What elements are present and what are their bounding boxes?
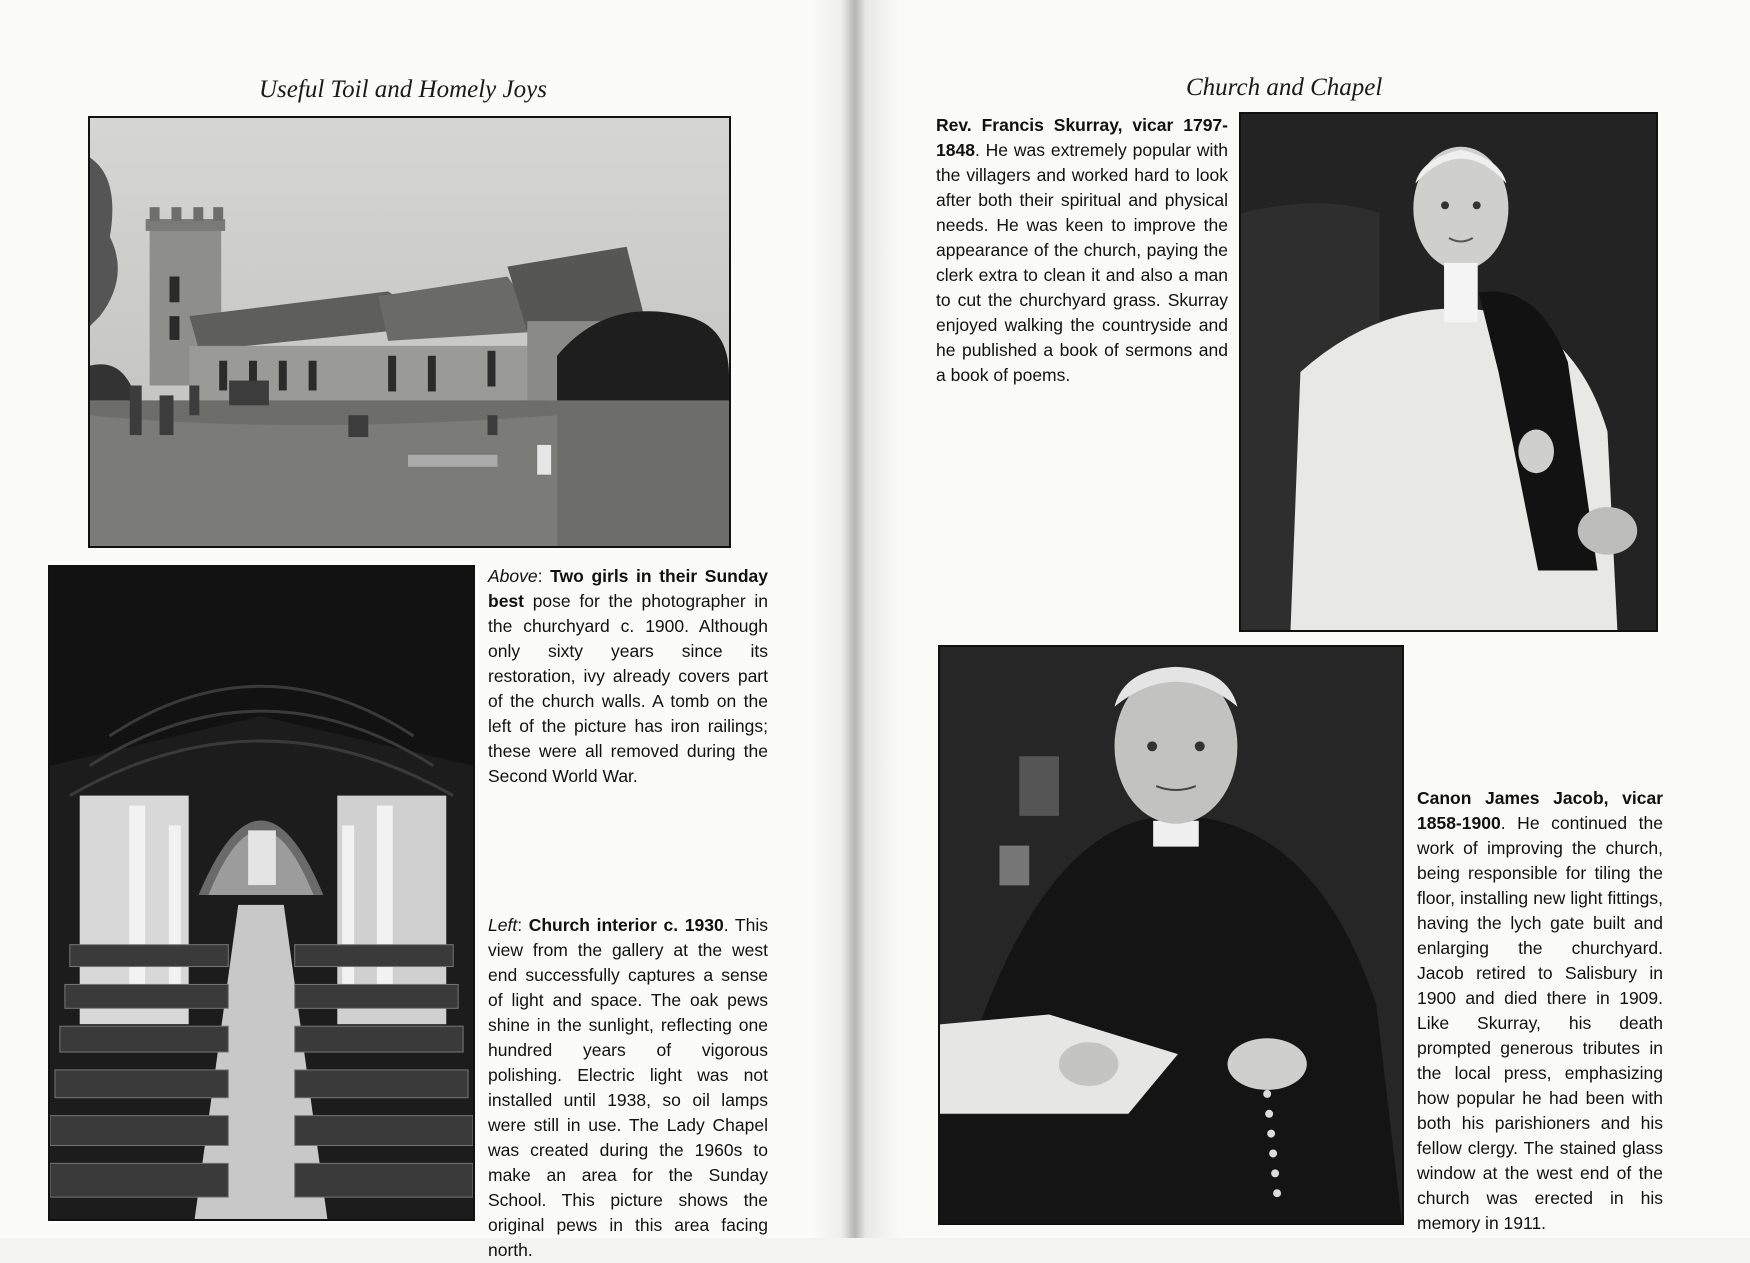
caption-skurray-text: . He was extremely popular with the villagers and worked hard to look after both their spiritual and physical needs. He was keen to improve the appearance of the church, paying the clerk extra to clean it and also a man to cut the churchyard grass. Skurray enjoyed walking the countryside and he published a book of sermons and a book of poems. — [936, 140, 1228, 385]
caption-left-bold: Church interior c. 1930 — [528, 915, 724, 935]
left-running-head: Useful Toil and Homely Joys — [259, 76, 547, 103]
caption-jacob-text: . He continued the work of improving the church, being responsible for tiling the floor, installing new light fittings, having the lych gate built and enlarging the churchyard. Jacob retired to Salisbury in 1900 and died there in 1909. Like Skurray, his death prompted generous tributes in the local press, emphasizing how popular he had been with both his parishioners and his fellow clergy. The stained glass window at the west end of the church was erected in his memory in 1911. — [1417, 813, 1663, 1233]
caption-jacob — [1417, 786, 1663, 1236]
caption-left-lead: Left — [488, 915, 518, 935]
caption-above: Above: Two girls in their Sunday best pose for the photographer in the churchyard c. 1900. Although only sixty years since its restoration, ivy already covers part of the church walls. A tomb on the left of the picture has iron railings; these were all removed during the Second World War. — [488, 566, 768, 786]
book-gutter — [810, 0, 900, 1238]
caption-skurray — [936, 113, 1228, 388]
skurray-portrait — [1239, 112, 1658, 632]
caption-above-bold: Two girls in their Sunday best — [488, 566, 768, 611]
caption-above-text: pose for the photographer in the churchyard c. 1900. Although only sixty years since its restoration, ivy already covers part of the church walls. A tomb on the left of the picture has iron railings; these were all removed during the Second World War. — [488, 591, 768, 786]
caption-left: Left: Church interior c. 1930. This view from the gallery at the west end successfully captures a sense of light and space. The oak pews shine in the sunlight, reflecting one hundred years of vigorous polishing. Electric light was not installed until 1938, so oil lamps were still in use. The Lady Chapel was created during the 1960s to make an area for the Sunday School. This picture shows the original pews in this area facing north. — [488, 915, 768, 1260]
caption-jacob-bold: Canon James Jacob, vicar 1858-1900 — [1417, 788, 1663, 833]
jacob-portrait — [938, 645, 1404, 1225]
church-interior-photo — [48, 565, 475, 1221]
caption-left-text: . This view from the gallery at the west end successfully captures a sense of light and space. The oak pews shine in the sunlight, reflecting one hundred years of vigorous polishing. Electric light was not installed until 1938, so oil lamps were still in use. The Lady Chapel was created during the 1960s to make an area for the Sunday School. This picture shows the original pews in this area facing north. — [488, 915, 768, 1260]
caption-above-lead: Above — [488, 566, 538, 586]
church-exterior-photo — [88, 116, 731, 548]
caption-skurray-bold: Rev. Francis Skurray, vicar 1797-1848 — [936, 115, 1228, 160]
right-running-head: Church and Chapel — [1186, 74, 1383, 101]
